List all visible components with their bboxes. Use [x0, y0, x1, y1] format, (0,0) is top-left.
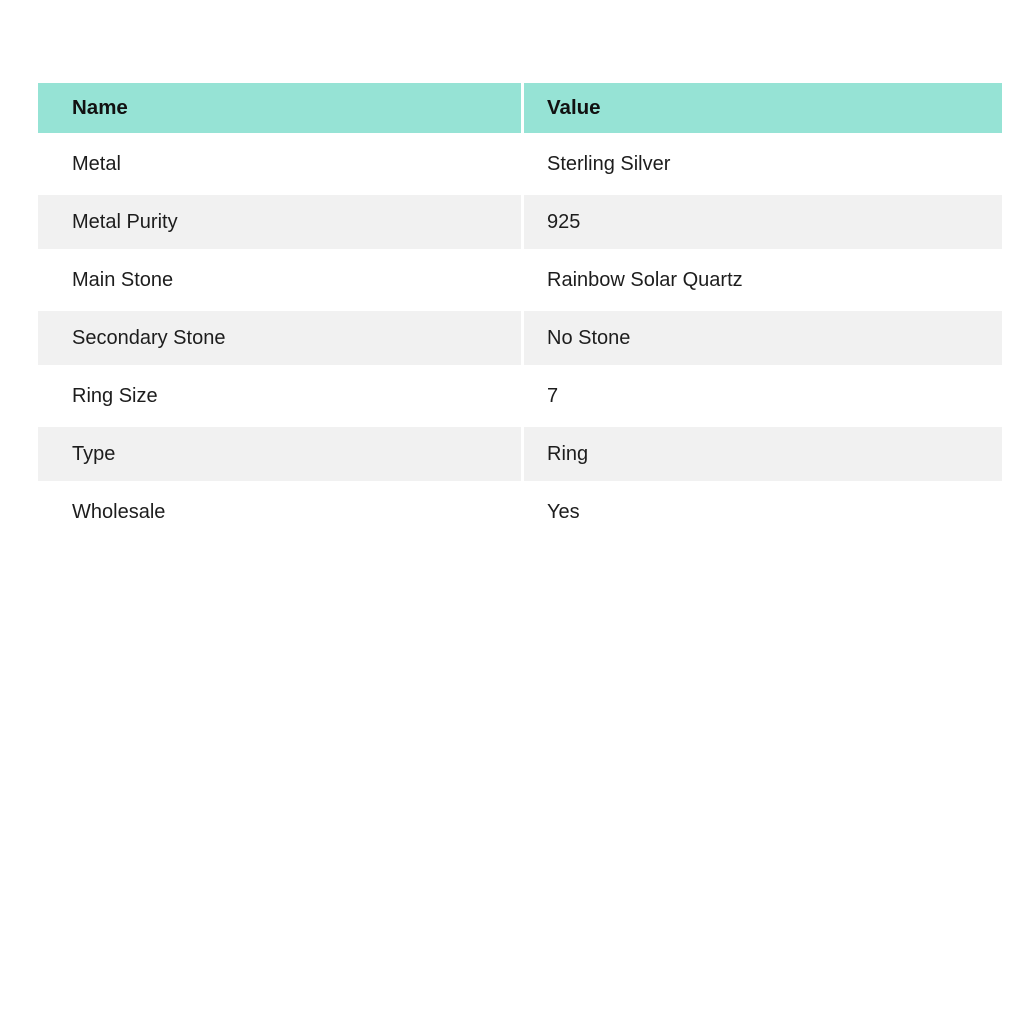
spec-row-value: Sterling Silver: [524, 137, 1002, 191]
column-header-name: Name: [38, 83, 521, 133]
spec-row-name: Metal Purity: [38, 195, 521, 249]
spec-row-name: Secondary Stone: [38, 311, 521, 365]
spec-row-value: No Stone: [524, 311, 1002, 365]
column-header-value: Value: [524, 83, 1002, 133]
spec-row-value: Yes: [524, 485, 1002, 539]
spec-row-name: Main Stone: [38, 253, 521, 307]
product-spec-table: [38, 83, 1002, 539]
spec-row-name: Type: [38, 427, 521, 481]
spec-row-name: Ring Size: [38, 369, 521, 423]
spec-row-name: Wholesale: [38, 485, 521, 539]
spec-row-value: Rainbow Solar Quartz: [524, 253, 1002, 307]
spec-row-value: Ring: [524, 427, 1002, 481]
spec-row-value: 925: [524, 195, 1002, 249]
spec-row-value: 7: [524, 369, 1002, 423]
spec-row-name: Metal: [38, 137, 521, 191]
